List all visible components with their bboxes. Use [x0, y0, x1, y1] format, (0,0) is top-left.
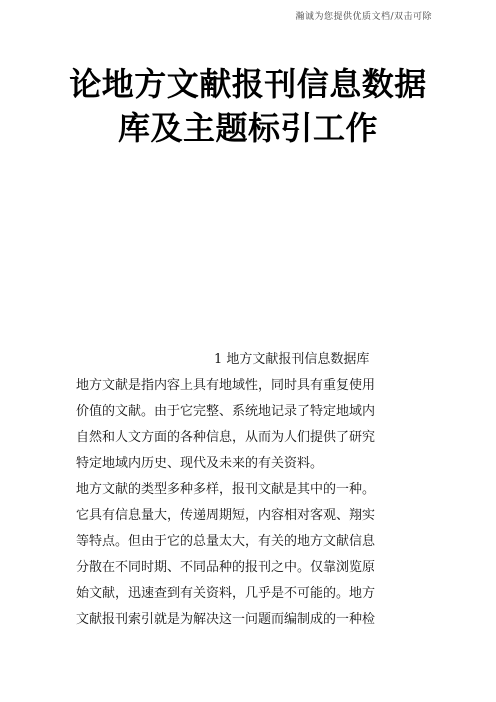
paragraph-line: 价值的文献。由于它完整、系统地记录了特定地域内 [76, 404, 376, 419]
paragraph-1 [76, 373, 422, 477]
paragraph-line: 地方文献的类型多种多样，报刊文献是其中的一种。 [76, 482, 376, 497]
paragraph-line: 等特点。但由于它的总量太大，有关的地方文献信息 [76, 534, 376, 549]
document-title [56, 62, 440, 150]
title-line-2: 库及主题标引工作 [117, 109, 378, 147]
document-body [76, 347, 422, 633]
paragraph-line: 它具有信息量大，传递周期短，内容相对客观、翔实 [76, 508, 376, 523]
paragraph-2 [76, 477, 422, 633]
paragraph-line: 文献报刊索引就是为解决这一问题而编制成的一种检 [76, 612, 376, 627]
paragraph-line: 始文献，迅速查到有关资料，几乎是不可能的。地方 [76, 586, 376, 601]
header-note: 瀚诚为您提供优质文档/双击可除 [295, 12, 432, 22]
paragraph-line: 分散在不同时期、不同品种的报刊之中。仅靠浏览原 [76, 560, 376, 575]
paragraph-line: 自然和人文方面的各种信息，从而为人们提供了研究 [76, 430, 376, 445]
title-line-1: 论地方文献报刊信息数据 [69, 65, 427, 103]
paragraph-line: 地方文献是指内容上具有地域性，同时具有重复使用 [76, 378, 376, 393]
paragraph-line: 特定地域内历史、现代及未来的有关资料。 [76, 456, 324, 471]
section-heading: 1 地方文献报刊信息数据库 [214, 352, 370, 367]
